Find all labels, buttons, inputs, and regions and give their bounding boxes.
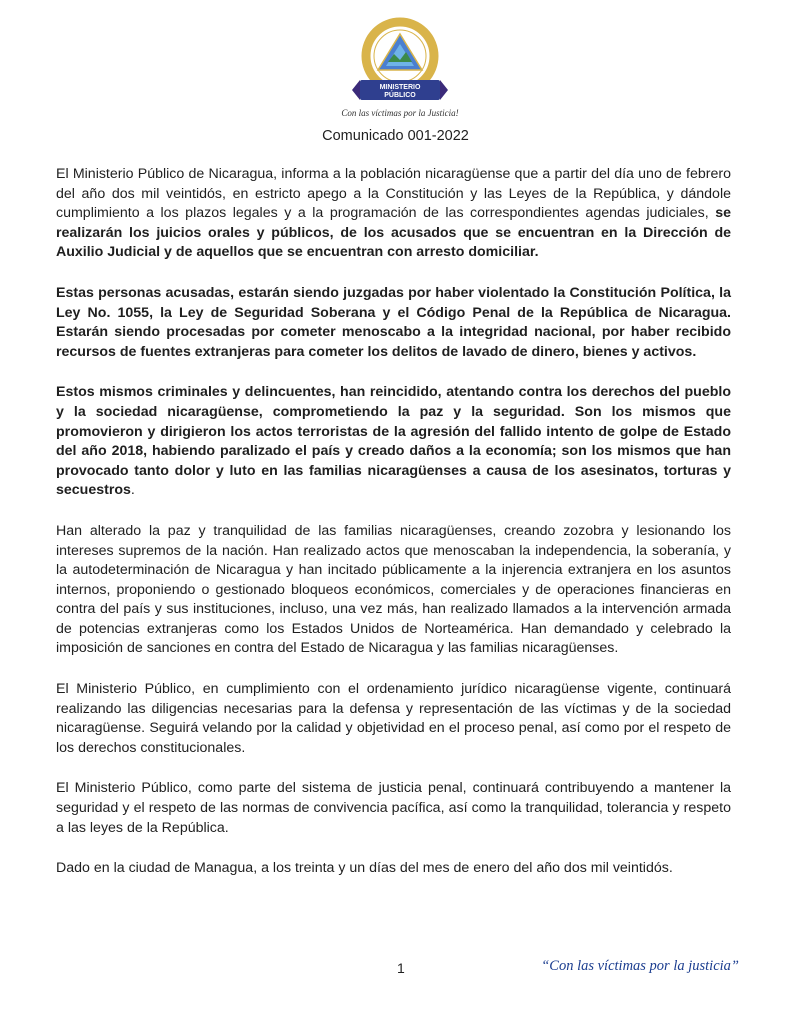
paragraph-3-end: . — [130, 482, 135, 499]
paragraph-1-regular: El Ministerio Público de Nicaragua, informa a la población nicaragüense que a partir del día uno de febrero del año dos mil veintidós, en estricto apego a la Constitución y las Leyes de la República, y dándole cumplimiento a los plazos legales y a la programación de las correspondientes agendas judiciales, — [56, 166, 731, 222]
paragraph-4: Han alterado la paz y tranquilidad de las familias nicaragüenses, creando zozobra y lesionando los intereses supremos de la nación. Han realizado actos que menoscaban la independencia, la soberanía, y la autodeterminación de Nicaragua y han incitado públicamente a la injerencia extranjera en los asuntos internos, proponiendo o gestionado bloqueos económicos, comerciales y de operaciones financieras en contra del país y sus instituciones, incluso, una vez más, han realizado llamados a la intervención armada de potencias extranjeras como los Estados Unidos de Norteamérica. Han demandado y celebrado la imposición de sanciones en contra del Estado de Nicaragua y las familias nicaragüenses. — [56, 522, 731, 657]
paragraph-7: Dado en la ciudad de Managua, a los treinta y un días del mes de enero del año dos mil veintidós. — [56, 860, 673, 877]
logo-slogan: Con las víctimas por la Justicia! — [341, 108, 459, 118]
footer-slogan: “Con las víctimas por la justicia” — [541, 958, 739, 974]
paragraph-3 — [56, 383, 731, 501]
paragraph-1 — [56, 165, 731, 263]
paragraph-2: Estas personas acusadas, estarán siendo juzgadas por haber violentado la Constitución Política, la Ley No. 1055, la Ley de Seguridad Soberana y el Código Penal de la República de Nicaragua. Estarán siendo procesadas por cometer menoscabo a la integridad nacional, por haber recibido recursos de fuentes extranjeras para cometer los delitos de lavado de dinero, bienes y activos. — [56, 284, 731, 360]
paragraph-6: El Ministerio Público, como parte del sistema de justicia penal, continuará contribuyendo a mantener la seguridad y el respeto de las normas de convivencia pacífica, así como la tranquilidad, tolerancia y respeto a las leyes de la República. — [56, 780, 731, 836]
ministerio-publico-logo — [330, 14, 470, 124]
banner-line2: PÚBLICO — [384, 92, 416, 99]
page-number: 1 — [397, 960, 405, 976]
paragraph-3-bold: Estos mismos criminales y delincuentes, han reincidido, atentando contra los derechos del pueblo y la sociedad nicaragüense, comprometiendo la paz y la seguridad. Son los mismos que promovieron y dirigieron los actos terroristas de la agresión del fallido intento de golpe de Estado del año 2018, habiendo paralizado el país y creado daños a la economía; son los mismos que han provocado tanto dolor y luto en las familias nicaragüenses a causa de los asesinatos, torturas y secuestros — [56, 384, 731, 499]
document-body — [56, 165, 731, 900]
paragraph-5: El Ministerio Público, en cumplimiento con el ordenamiento jurídico nicaragüense vigente, continuará realizando las diligencias necesarias para la defensa y representación de las víctimas y de la sociedad nicaragüense. Seguirá velando por la calidad y objetividad en el proceso penal, así como por el respeto de los derechos constitucionales. — [56, 681, 731, 756]
seal-icon — [330, 14, 470, 124]
banner-line1: MINISTERIO — [379, 84, 421, 91]
document-title: Comunicado 001-2022 — [322, 128, 469, 144]
paragraph-1-bold: se realizarán los juicios orales y públicos, de los acusados que se encuentran en la Dirección de Auxilio Judicial y de aquellos que se encuentran con arresto domiciliar. — [56, 205, 731, 261]
